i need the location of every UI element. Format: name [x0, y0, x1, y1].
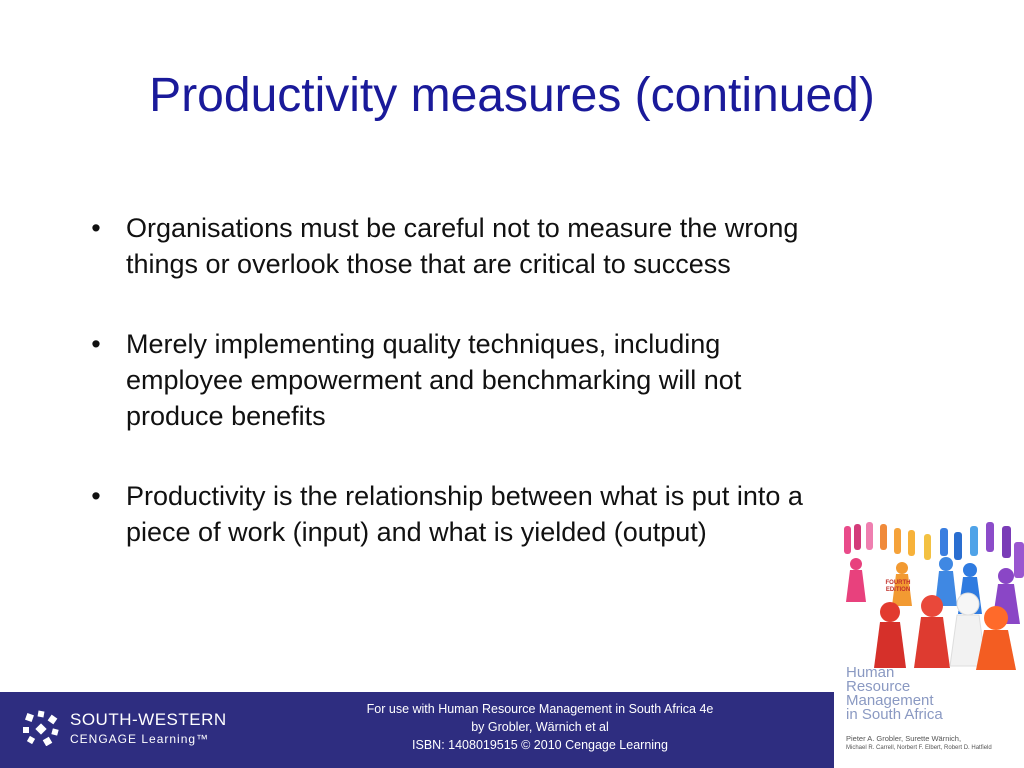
book-cover [836, 520, 1024, 768]
bullet-list [86, 210, 826, 594]
book-authors-line: Pieter A. Grobler, Surette Wärnich, [846, 734, 962, 743]
footer-citation [280, 700, 800, 754]
publisher-logo [22, 706, 252, 752]
slide-title: Productivity measures (continued) [149, 69, 875, 122]
book-title-line: in South Africa [846, 706, 943, 723]
edition-label [878, 580, 918, 594]
book-title-line: Human [846, 664, 895, 681]
pawn-row-back [844, 522, 1024, 578]
bullet-item [86, 210, 826, 282]
edition-line: EDITION [885, 587, 911, 593]
bullet-icon: • [91, 213, 101, 243]
game-pieces-image [836, 520, 1024, 768]
bullet-text: Organisations must be careful not to measure the wrong things or overlook those that are critical to success [126, 213, 799, 279]
footer-bar [0, 692, 834, 768]
bullet-item [86, 478, 826, 550]
footer-line: For use with Human Resource Management in South Africa 4e [366, 702, 714, 716]
bullet-text: Productivity is the relationship between what is put into a piece of work (input) and what is yielded (output) [126, 481, 803, 547]
logo-text-primary: SOUTH-WESTERN [70, 710, 227, 729]
book-title [846, 666, 996, 722]
book-authors [846, 734, 1024, 752]
bullet-icon: • [91, 481, 101, 511]
logo-star-icon [22, 710, 62, 746]
book-authors-line: Michael R. Carrell, Norbert F. Elbert, Robert D. Hatfield [846, 745, 992, 751]
footer-line: by Grobler, Wärnich et al [471, 720, 609, 734]
bullet-item [86, 326, 826, 434]
bullet-icon: • [91, 329, 101, 359]
logo-text-secondary: CENGAGE Learning™ [70, 732, 210, 746]
edition-line: FOURTH [885, 580, 911, 586]
book-title-line: Management [846, 692, 934, 709]
book-title-line: Resource [846, 678, 911, 695]
bullet-text: Merely implementing quality techniques, including employee empowerment and benchmarking will not produce benefits [126, 329, 742, 431]
footer-line: ISBN: 1408019515 © 2010 Cengage Learning [412, 738, 668, 752]
